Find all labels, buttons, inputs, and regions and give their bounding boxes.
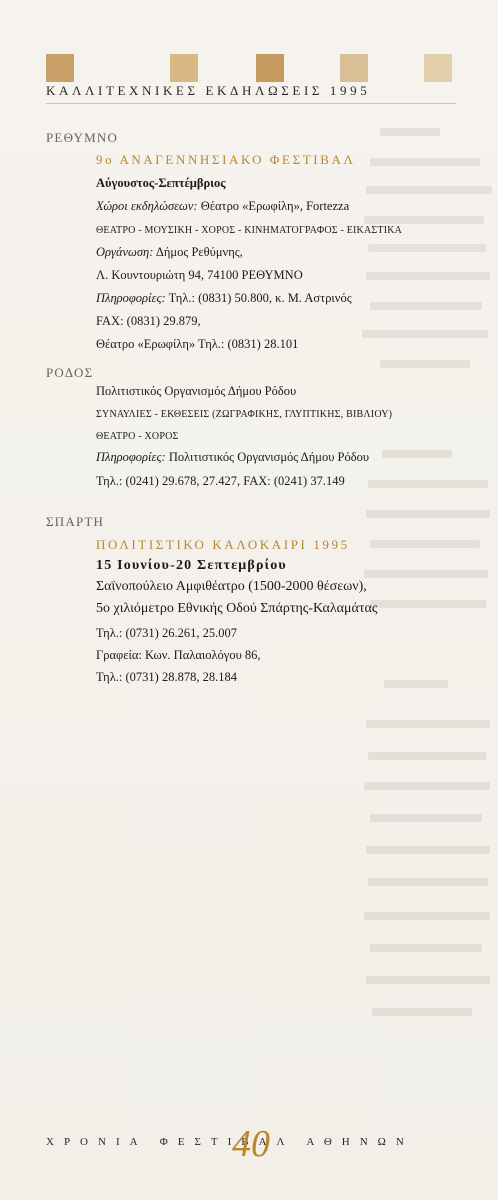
gold-square-icon [170, 54, 198, 82]
info-value: Πολιτιστικός Οργανισμός Δήμου Ρόδου [168, 450, 370, 464]
rethymno-address: Λ. Κουντουριώτη 94, 74100 ΡΕΘΥΜΝΟ [96, 268, 303, 282]
region-heading-rethymno: ΡΕΘΥΜΝΟ [46, 130, 119, 145]
rodos-organizer: Πολιτιστικός Οργανισμός Δήμου Ρόδου [96, 384, 297, 398]
footer-text: ΧΡΟΝΙΑ ΦΕΣΤΙΒΑΛ ΑΘΗΝΩΝ [46, 1136, 414, 1148]
venues-label: Χώροι εκδηλώσεων: [96, 199, 198, 213]
sparti-location: 5ο χιλιόμετρο Εθνικής Οδού Σπάρτης-Καλαμάτας [96, 601, 378, 616]
reverse-side-show-through [360, 120, 498, 1040]
region-heading-sparti: ΣΠΑΡΤΗ [46, 514, 105, 529]
info-label: Πληροφορίες: [96, 291, 166, 305]
header-divider [46, 103, 456, 104]
rethymno-categories: ΘΕΑΤΡΟ - ΜΟΥΣΙΚΗ - ΧΟΡΟΣ - ΚΙΝΗΜΑΤΟΓΡΑΦΟΣ - ΕΙΚΑΣΤΙΚΑ [96, 225, 403, 236]
page-number: 40 [232, 1123, 270, 1165]
sparti-phones-1: Τηλ.: (0731) 26.261, 25.007 [96, 626, 237, 640]
organizer-value: Δήμος Ρεθύμνης, [155, 245, 243, 259]
venues-value: Θέατρο «Ερωφίλη», Fortezza [200, 199, 350, 213]
info-value: Τηλ.: (0831) 50.800, κ. Μ. Αστρινός [168, 291, 352, 305]
rodos-categories-2: ΘΕΑΤΡΟ - ΧΟΡΟΣ [96, 431, 179, 442]
festival-title-sparti: ΠΟΛΙΤΙΣΤΙΚΟ ΚΑΛΟΚΑΙΡΙ 1995 [96, 537, 350, 552]
sparti-offices: Γραφεία: Κων. Παλαιολόγου 86, [96, 648, 261, 662]
gold-square-icon [46, 54, 74, 82]
rethymno-organizer [96, 245, 243, 260]
rethymno-theatre-phone: Θέατρο «Ερωφίλη» Τηλ.: (0831) 28.101 [96, 337, 299, 351]
sparti-phones-2: Τηλ.: (0731) 28.878, 28.184 [96, 670, 237, 684]
organizer-label: Οργάνωση: [96, 245, 154, 259]
rethymno-fax: FAX: (0831) 29.879, [96, 314, 201, 328]
gold-square-icon [256, 54, 284, 82]
decorative-squares [0, 54, 498, 84]
gold-square-icon [424, 54, 452, 82]
rethymno-info [96, 291, 352, 306]
rethymno-venues [96, 199, 349, 214]
rodos-phones: Τηλ.: (0241) 29.678, 27.427, FAX: (0241) 37.149 [96, 474, 345, 488]
info-label: Πληροφορίες: [96, 450, 166, 464]
rodos-info [96, 450, 369, 465]
festival-title-rethymno: 9ο ΑΝΑΓΕΝΝΗΣΙΑΚΟ ΦΕΣΤΙΒΑΛ [96, 152, 356, 167]
sparti-venue: Σαϊνοπούλειο Αμφιθέατρο (1500-2000 θέσεων), [96, 579, 367, 594]
gold-square-icon [340, 54, 368, 82]
sparti-dates: 15 Ιουνίου-20 Σεπτεμβρίου [96, 558, 287, 573]
region-heading-rodos: ΡΟΔΟΣ [46, 365, 94, 380]
rodos-categories-1: ΣΥΝΑΥΛΙΕΣ - ΕΚΘΕΣΕΙΣ (ΖΩΓΡΑΦΙΚΗΣ, ΓΛΥΠΤΙΚΗΣ, ΒΙΒΛΙΟΥ) [96, 409, 393, 420]
rethymno-dates: Αύγουστος-Σεπτέμβριος [96, 176, 226, 190]
header-title: ΚΑΛΛΙΤΕΧΝΙΚΕΣ ΕΚΔΗΛΩΣΕΙΣ 1995 [46, 83, 371, 98]
